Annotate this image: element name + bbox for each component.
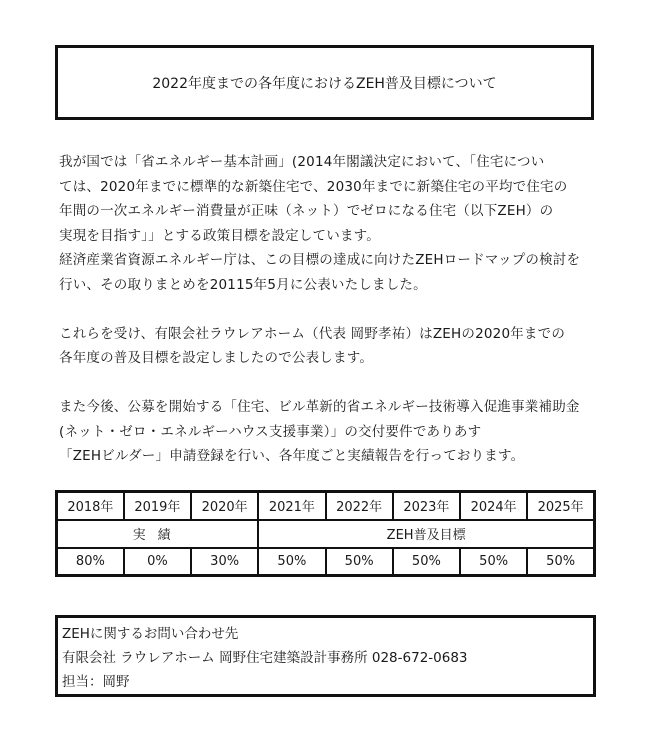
value-cell: 50% bbox=[393, 548, 460, 576]
year-cell: 2018年 bbox=[57, 492, 124, 520]
contact-heading: ZEHに関するお問い合わせ先 bbox=[62, 626, 239, 642]
contact-company: 有限会社 ラウレアホーム 岡野住宅建築設計事務所 028-672-0683 bbox=[62, 650, 468, 666]
text-line: 経済産業省資源エネルギー庁は、この目標の達成に向けたZEHロードマップの検討を bbox=[59, 252, 581, 268]
year-cell: 2024年 bbox=[460, 492, 527, 520]
text-line: (ネット・ゼロ・エネルギーハウス支援事業）」の交付要件でありあす bbox=[59, 423, 482, 440]
text-line: 年間の一次エネルギー消費量が正味（ネット）でゼロになる住宅（以下ZEH）の bbox=[59, 203, 554, 219]
value-row bbox=[57, 548, 595, 576]
value-cell: 50% bbox=[326, 548, 393, 576]
year-cell: 2022年 bbox=[326, 492, 393, 520]
paragraph-builder bbox=[59, 395, 629, 469]
results-label: 実績 bbox=[57, 520, 259, 548]
year-cell: 2020年 bbox=[191, 492, 258, 520]
zeh-goal-table bbox=[55, 490, 596, 577]
text-line: これらを受け、有限会社ラウレアホーム（代表 岡野孝祐）はZEHの2020年までの bbox=[59, 325, 566, 342]
value-cell: 80% bbox=[57, 548, 124, 576]
paragraph-policy bbox=[59, 150, 629, 297]
category-row bbox=[57, 520, 595, 548]
text-line: 行い、その取りまとめを20115年5月に公表いたしました。 bbox=[59, 276, 427, 293]
contact-person: 担当：岡野 bbox=[62, 674, 130, 690]
year-cell: 2019年 bbox=[124, 492, 191, 520]
text-line: 「ZEHビルダー」申請登録を行い、各年度ごと実績報告を行っております。 bbox=[59, 448, 525, 464]
year-cell: 2023年 bbox=[393, 492, 460, 520]
value-cell: 50% bbox=[527, 548, 594, 576]
year-cell: 2021年 bbox=[258, 492, 325, 520]
value-cell: 30% bbox=[191, 548, 258, 576]
value-cell: 50% bbox=[258, 548, 325, 576]
text-line: 各年度の普及目標を設定しましたので公表します。 bbox=[59, 350, 374, 366]
page-title: 2022年度までの各年度におけるZEH普及目標について bbox=[152, 75, 497, 92]
text-line: 我が国では「省エネルギー基本計画」(2014年閣議決定において、「住宅につい bbox=[59, 154, 545, 170]
text-line: 実現を目指す」」とする政策目標を設定しています。 bbox=[59, 227, 380, 244]
goal-label: ZEH普及目標 bbox=[258, 520, 594, 548]
year-cell: 2025年 bbox=[527, 492, 594, 520]
text-line: また今後、公募を開始する「住宅、ビル革新的省エネルギー技術導入促進事業補助金 bbox=[59, 399, 580, 415]
body-text bbox=[59, 150, 629, 493]
text-line: ては、2020年までに標準的な新築住宅で、2030年までに新築住宅の平均で住宅の bbox=[59, 178, 568, 195]
title-box bbox=[55, 45, 594, 120]
value-cell: 50% bbox=[460, 548, 527, 576]
paragraph-announcement bbox=[59, 322, 629, 371]
year-row bbox=[57, 492, 595, 520]
contact-box bbox=[55, 615, 596, 697]
value-cell: 0% bbox=[124, 548, 191, 576]
